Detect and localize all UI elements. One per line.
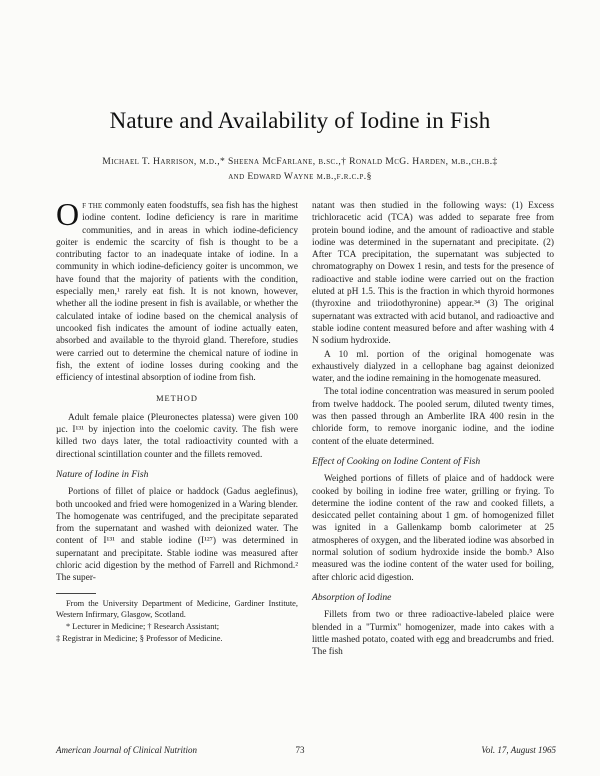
total-iodine-paragraph: The total iodine concentration was measured in serum pooled from twelve haddock. The pooled serum, diluted twenty times, was then passed through an Amberlite IRA 400 resin in the chloride form, to remove inorganic iodine, and the iodine content of the eluate determined. xyxy=(312,387,554,447)
right-column xyxy=(312,200,554,658)
footnote-rule xyxy=(56,593,96,594)
intro-lead: f the xyxy=(82,201,103,211)
dialysis-paragraph: A 10 ml. portion of the original homogenate was exhaustively dialyzed in a cellophane bag against deionized water, and the iodine remaining in the homogenate measured. xyxy=(312,349,554,385)
article-title: Nature and Availability of Iodine in Fish xyxy=(109,108,491,133)
footnote-roles-1: * Lecturer in Medicine; † Research Assistant; xyxy=(66,621,220,631)
author-list xyxy=(40,154,560,184)
nature-heading: Nature of Iodine in Fish xyxy=(56,468,149,480)
nature-paragraph: Portions of fillet of plaice or haddock (Gadus aeglefinus), both uncooked and fried were homogenized in a Waring blender. The homogenate was centrifuged, and the precipitate separated from the supernatant and washed with deionized water. The content of I¹³¹ and stable iodine (I¹²⁷) was determined in supernatant and precipitate. Stable iodine was measured after chloric acid digestion by the method of Farrell and Richmond.² The super- xyxy=(56,487,298,584)
drop-cap: O xyxy=(56,196,80,232)
cooking-heading: Effect of Cooking on Iodine Content of Fish xyxy=(312,455,481,467)
left-column xyxy=(56,196,299,644)
method-paragraph: Adult female plaice (Pleuronectes platessa) were given 100 µc. I¹³¹ by injection into the coelomic cavity. The fish were killed two days later, the total radioactivity counted with a directional scintillation counter and the fillets removed. xyxy=(56,412,298,460)
intro-text: commonly eaten foodstuffs, sea fish has the highest iodine content. Iodine deficiency is rare in maritime communities, and in areas in which iodine-deficiency goiter is endemic the scarcity of fish is thought to be a contributing factor to an inadequate intake of iodine. In a community in which iodine-deficiency goiter is uncommon, we have found that the majority of patients with the condition, especially men,¹ rarely eat fish. It is not known, however, whether all the iodine present in fish is available, or whether the calculated intake of iodine based on the chemical analysis of uncooked fish indicates the amount of iodine actually eaten, absorbed and available to the thyroid gland. Therefore, studies were carried out to determine the chemical nature of iodine in fish, the extent of iodine losses during cooking and the efficiency of intestinal absorption of iodine from fish. xyxy=(56,201,299,384)
absorption-paragraph: Fillets from two or three radioactive-labeled plaice were blended in a "Turmix" homogenizer, made into cakes with a little mashed potato, coated with egg and breadcrumbs and fried. The fish xyxy=(312,610,554,658)
volume-info: Vol. 17, August 1965 xyxy=(481,745,556,755)
footnote-affiliation: From the University Department of Medicine, Gardiner Institute, Western Infirmary, Glasgow, Scotland. xyxy=(56,598,298,619)
authors-line-1: Michael T. Harrison, m.d.,* Sheena McFarlane, b.sc.,† Ronald McG. Harden, m.b.,ch.b.‡ xyxy=(102,156,498,167)
authors-line-2: and Edward Wayne m.b.,f.r.c.p.§ xyxy=(228,171,372,182)
continued-paragraph: natant was then studied in the following ways: (1) Excess trichloracetic acid (TCA) was added to separate free from protein bound iodine, and the amount of radioactive and stable iodine was determined in the supernatant and precipitate. (2) After TCA precipitation, the supernatant was subjected to chromatography on Dowex 1 resin, and tests for the presence of radioactive and stable iodine were carried out on the fraction eluted at pH 1.5. This is the fraction in which thyroid hormones (thyroxine and triiodothyronine) appear.³⁴ (3) The original supernatant was extracted with acid butanol, and radioactive and stable iodine content measured before and after washing with 4 N sodium hydroxide. xyxy=(312,201,554,347)
cooking-paragraph: Weighed portions of fillets of plaice and of haddock were cooked by boiling in iodine free water, grilling or frying. To determine the iodine content of the raw and cooked fillets, a desiccated pellet containing about 1 gm. of homogenized fillet was ignited in a Gallenkamp bomb calorimeter at 25 atmospheres of oxygen, and the liberated iodine was absorbed in normal solution of sodium hydroxide inside the bomb.⁵ Also measured was the iodine content of the water used for boiling, after chloric acid digestion. xyxy=(312,474,554,583)
intro-paragraph xyxy=(56,196,299,384)
footnote-roles-2: ‡ Registrar in Medicine; § Professor of Medicine. xyxy=(56,633,223,643)
journal-name: American Journal of Clinical Nutrition xyxy=(56,745,197,755)
method-heading: METHOD xyxy=(156,394,198,404)
footnotes xyxy=(56,598,298,644)
absorption-heading: Absorption of Iodine xyxy=(312,591,392,603)
page-number: 73 xyxy=(295,745,305,755)
